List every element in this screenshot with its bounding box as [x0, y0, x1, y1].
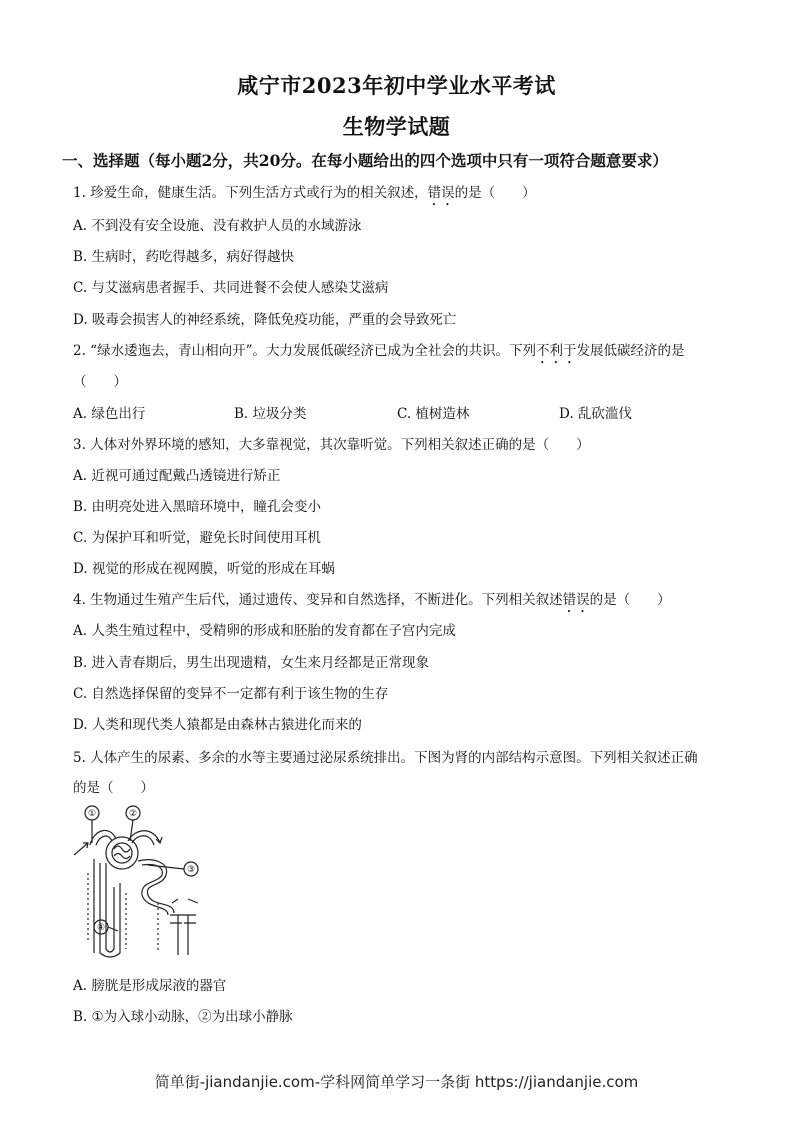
emphasis-text: 错误: [562, 592, 590, 608]
question-2-stem: 2. “绿水逶迤去，青山相向开”。大力发展低碳经济已成为全社会的共识。下列不利于发展低碳经济的是: [73, 343, 685, 359]
exam-subtitle: 生物学试题: [342, 114, 451, 139]
question-2-stem-cont: （ ）: [73, 374, 127, 390]
question-3-option-c: C. 为保护耳和听觉，避免长时间使用耳机: [73, 530, 321, 546]
question-3-stem: 3. 人体对外界环境的感知，大多靠视觉，其次靠听觉。下列相关叙述正确的是（ ）: [73, 437, 590, 453]
question-3-option-b: B. 由明亮处进入黑暗环境中，瞳孔会变小: [73, 499, 322, 515]
question-4-option-c: C. 自然选择保留的变异不一定都有利于该生物的生存: [73, 686, 389, 702]
question-2-option-c: C. 植树造林: [397, 406, 470, 422]
nephron-diagram: [70, 803, 212, 961]
exam-title: 咸宁市2023年初中学业水平考试: [237, 73, 556, 98]
question-2-option-a: A. 绿色出行: [73, 406, 146, 422]
question-2-option-d: D. 乱砍滥伐: [559, 406, 632, 422]
question-4-option-b: B. 进入青春期后，男生出现遗精，女生来月经都是正常现象: [73, 655, 430, 671]
question-1-option-a: A. 不到没有安全设施、没有救护人员的水域游泳: [73, 218, 362, 234]
question-5-option-b: B. ①为入球小动脉，②为出球小静脉: [73, 1009, 293, 1025]
figure-label-3: ③: [186, 865, 196, 875]
question-5-stem: 5. 人体产生的尿素、多余的水等主要通过泌尿系统排出。下图为肾的内部结构示意图。下列相关叙述正确: [73, 750, 698, 766]
question-5-option-a: A. 膀胱是形成尿液的器官: [73, 978, 227, 994]
section-heading: 一、选择题（每小题2分，共20分。在每小题给出的四个选项中只有一项符合题意要求）: [62, 151, 668, 170]
emphasis-text: 错误: [427, 185, 455, 201]
footer-watermark: 简单街-jiandanjie.com-学科网简单学习一条街 https://jiandanjie.com: [154, 1073, 639, 1091]
question-2-option-b: B. 垃圾分类: [234, 406, 307, 422]
emphasis-text: 不利于: [535, 343, 577, 359]
figure-label-4: ④: [96, 923, 106, 933]
question-3-option-d: D. 视觉的形成在视网膜，听觉的形成在耳蜗: [73, 561, 335, 577]
question-5-stem-cont: 的是（ ）: [73, 780, 154, 796]
figure-label-2: ②: [128, 809, 138, 819]
question-1-option-c: C. 与艾滋病患者握手、共同进餐不会使人感染艾滋病: [73, 280, 389, 296]
question-1-option-d: D. 吸毒会损害人的神经系统，降低免疫功能，严重的会导致死亡: [73, 312, 457, 328]
question-1-stem: 1. 珍爱生命，健康生活。下列生活方式或行为的相关叙述，错误的是（ ）: [73, 185, 536, 201]
question-4-stem: 4. 生物通过生殖产生后代，通过遗传、变异和自然选择，不断进化。下列相关叙述错误的是（ ）: [73, 592, 671, 608]
question-4-option-d: D. 人类和现代类人猿都是由森林古猿进化而来的: [73, 717, 362, 733]
figure-label-1: ①: [87, 809, 97, 819]
question-1-option-b: B. 生病时，药吃得越多，病好得越快: [73, 249, 295, 265]
question-3-option-a: A. 近视可通过配戴凸透镜进行矫正: [73, 468, 281, 484]
question-4-option-a: A. 人类生殖过程中，受精卵的形成和胚胎的发育都在子宫内完成: [73, 623, 456, 639]
